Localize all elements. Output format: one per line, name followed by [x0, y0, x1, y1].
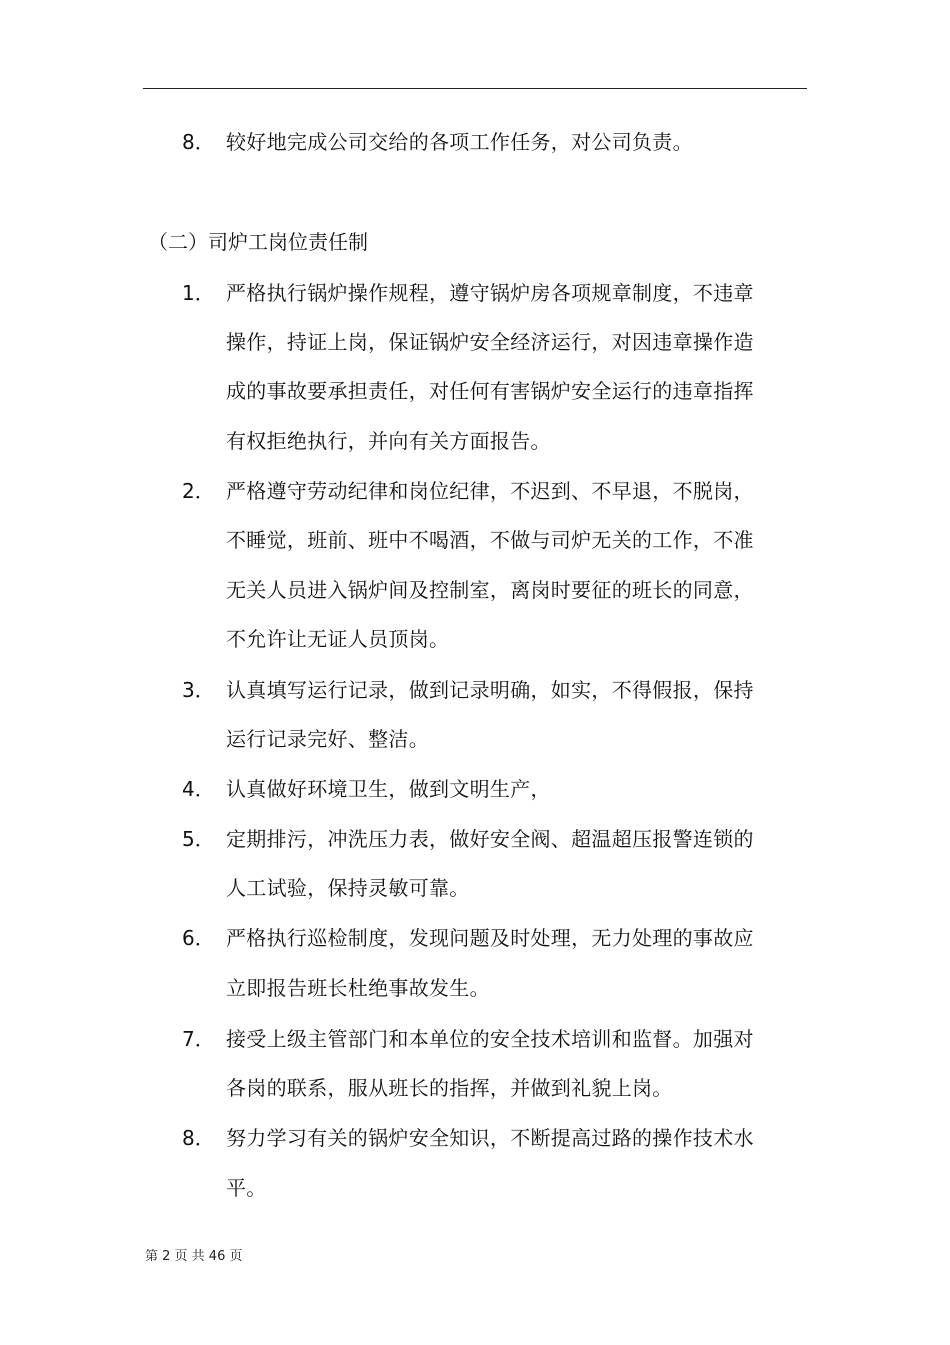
item-number: 7． — [182, 1027, 215, 1051]
item-line: 操作，持证上岗，保证锅炉安全经济运行，对因违章操作造 — [226, 330, 754, 354]
item-line: 人工试验，保持灵敏可靠。 — [226, 876, 470, 900]
item-number: 4． — [182, 777, 215, 801]
item-line: 严格遵守劳动纪律和岗位纪律，不迟到、不早退，不脱岗， — [226, 479, 754, 503]
item-line: 定期排污，冲洗压力表，做好安全阀、超温超压报警连锁的 — [226, 827, 754, 851]
prev-item-line: 较好地完成公司交给的各项工作任务，对公司负责。 — [226, 130, 693, 154]
item-number: 5． — [182, 827, 215, 851]
item-line: 成的事故要承担责任，对任何有害锅炉安全运行的违章指挥 — [226, 379, 754, 403]
item-line: 接受上级主管部门和本单位的安全技术培训和监督。加强对 — [226, 1027, 754, 1051]
item-line: 无关人员进入锅炉间及控制室，离岗时要征的班长的同意， — [226, 578, 754, 602]
item-line: 立即报告班长杜绝事故发生。 — [226, 976, 490, 1000]
item-line: 努力学习有关的锅炉安全知识，不断提高过路的操作技术水 — [226, 1126, 754, 1150]
item-line: 认真做好环境卫生，做到文明生产， — [226, 777, 551, 801]
item-number: 3． — [182, 678, 215, 702]
item-line: 有权拒绝执行，并向有关方面报告。 — [226, 429, 551, 453]
item-line: 严格执行锅炉操作规程，遵守锅炉房各项规章制度，不违章 — [226, 281, 754, 305]
item-number: 8． — [182, 1126, 215, 1150]
item-line: 平。 — [226, 1176, 267, 1200]
item-line: 各岗的联系，服从班长的指挥，并做到礼貌上岗。 — [226, 1076, 673, 1100]
item-line: 不允许让无证人员顶岗。 — [226, 627, 450, 651]
item-line: 不睡觉，班前、班中不喝酒，不做与司炉无关的工作，不准 — [226, 528, 754, 552]
item-number: 2． — [182, 479, 215, 503]
item-line: 认真填写运行记录，做到记录明确，如实，不得假报，保持 — [226, 678, 754, 702]
item-number: 1． — [182, 281, 215, 305]
item-line: 运行记录完好、整洁。 — [226, 727, 429, 751]
prev-item-number: 8． — [182, 130, 215, 154]
header-rule — [143, 88, 807, 89]
item-line: 严格执行巡检制度，发现问题及时处理，无力处理的事故应 — [226, 926, 754, 950]
page-footer: 第 2 页 共 46 页 — [145, 1249, 243, 1264]
item-number: 6． — [182, 926, 215, 950]
section-heading: （二）司炉工岗位责任制 — [148, 230, 368, 254]
